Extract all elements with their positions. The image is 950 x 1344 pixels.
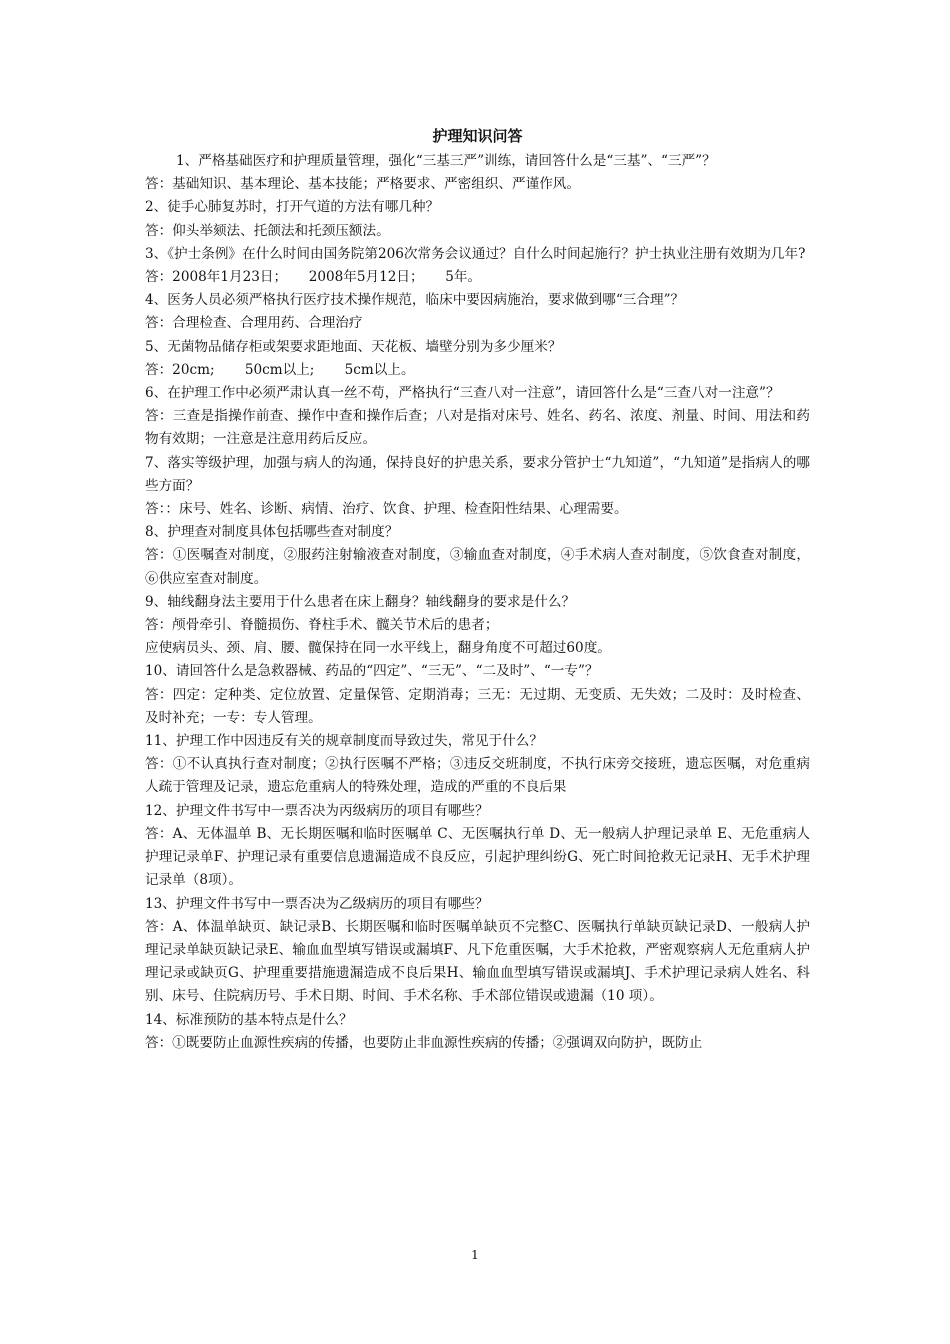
paragraph: 答：四定：定种类、定位放置、定量保管、定期消毒；三无：无过期、无变质、无失效；二及时：及时检查、及时补充；一专：专人管理。 <box>145 686 810 726</box>
paragraph: 6、在护理工作中必须严肃认真一丝不苟，严格执行“三查八对一注意”，请回答什么是“三查八对一注意”？ <box>145 385 780 402</box>
document-body <box>145 126 810 1055</box>
paragraph: 1、严格基础医疗和护理质量管理，强化“三基三严”训练，请回答什么是“三基”、“三严”？ <box>176 153 716 169</box>
paragraph: 11、护理工作中因违反有关的规章制度而导致过失，常见于什么？ <box>145 733 543 750</box>
paragraph: 答：三查是指操作前查、操作中查和操作后查；八对是指对床号、姓名、药名、浓度、剂量、时间、用法和药物有效期；一注意是注意用药后反应。 <box>145 408 810 448</box>
document-title: 护理知识问答 <box>432 127 523 145</box>
paragraph: 13、护理文件书写中一票否决为乙级病历的项目有哪些？ <box>145 895 489 912</box>
paragraph: 答：A、无体温单 B、无长期医嘱和临时医嘱单 C、无医嘱执行单 D、无一般病人护理记录单 E、无危重病人护理记录单F、护理记录有重要信息遗漏造成不良反应，引起护理纠纷G、死亡时间抢救无记录H、无手术护理记录单（8项）。 <box>145 825 810 889</box>
paragraph: 应使病员头、颈、肩、腰、髋保持在同一水平线上，翻身角度不可超过60度。 <box>145 640 611 657</box>
page-number: 1 <box>471 1248 479 1262</box>
paragraph: 答：颅骨牵引、脊髓损伤、脊柱手术、髋关节术后的患者； <box>145 617 499 634</box>
paragraph: 答：：床号、姓名、诊断、病情、治疗、饮食、护理、检查阳性结果、心理需要。 <box>145 501 628 518</box>
paragraph: 答：合理检查、合理用药、合理治疗 <box>145 315 363 332</box>
paragraph: 7、落实等级护理，加强与病人的沟通，保持良好的护患关系，要求分管护士“九知道”，“九知道”是指病人的哪些方面？ <box>145 454 810 494</box>
paragraph: 答：2008年1月23日； 2008年5月12日； 5年。 <box>145 269 482 286</box>
paragraph: 12、护理文件书写中一票否决为丙级病历的项目有哪些？ <box>145 802 489 819</box>
paragraph: 9、轴线翻身法主要用于什么患者在床上翻身？轴线翻身的要求是什么？ <box>145 593 576 610</box>
paragraph: 2、徒手心肺复苏时，打开气道的方法有哪几种？ <box>145 199 440 216</box>
paragraph: 答：A、体温单缺页、缺记录B、长期医嘱和临时医嘱单缺页不完整C、医嘱执行单缺页缺记录D、一般病人护理记录单缺页缺记录E、输血血型填写错误或漏填F、凡下危重医嘱，大手术抢救，严密观察病人无危重病人护理记录或缺页G、护理重要措施遗漏造成不良后果H、输血血型填写错误或漏填J、手术护理记录病人姓名、科别、床号、住院病历号、手术日期、时间、手术名称、手术部位错误或遗漏（10 项）。 <box>145 918 810 1005</box>
paragraph: 4、医务人员必须严格执行医疗技术操作规范，临床中要因病施治，要求做到哪“三合理”？ <box>145 292 685 309</box>
paragraph: 答：①医嘱查对制度，②服药注射输液查对制度，③输血查对制度，④手术病人查对制度，⑤饮食查对制度，⑥供应室查对制度。 <box>145 547 810 587</box>
paragraph: 3、《护士条例》在什么时间由国务院第206次常务会议通过？自什么时间起施行？护士执业注册有效期为几年? <box>145 245 806 262</box>
paragraph: 答：仰头举颏法、托颌法和托颈压额法。 <box>145 222 390 239</box>
paragraph: 10、请回答什么是急救器械、药品的“四定”、“三无”、“二及时”、“一专”？ <box>145 663 599 680</box>
paragraph: 8、护理查对制度具体包括哪些查对制度？ <box>145 524 399 541</box>
paragraph: 14、标准预防的基本特点是什么？ <box>145 1011 353 1028</box>
paragraph: 答：20cm; 50cm以上; 5cm以上。 <box>145 361 415 378</box>
paragraph: 5、无菌物品储存柜或架要求距地面、天花板、墙壁分别为多少厘米？ <box>145 338 562 355</box>
paragraph-list <box>145 150 810 1055</box>
paragraph: 答：①不认真执行查对制度；②执行医嘱不严格；③违反交班制度，不执行床旁交接班，遗忘医嘱，对危重病人疏于管理及记录，遗忘危重病人的特殊处理，造成的严重的不良后果 <box>145 756 810 796</box>
paragraph: 答：基础知识、基本理论、基本技能；严格要求、严密组织、严谨作风。 <box>145 176 580 193</box>
paragraph: 答：①既要防止血源性疾病的传播，也要防止非血源性疾病的传播；②强调双向防护，既防止 <box>145 1034 703 1051</box>
